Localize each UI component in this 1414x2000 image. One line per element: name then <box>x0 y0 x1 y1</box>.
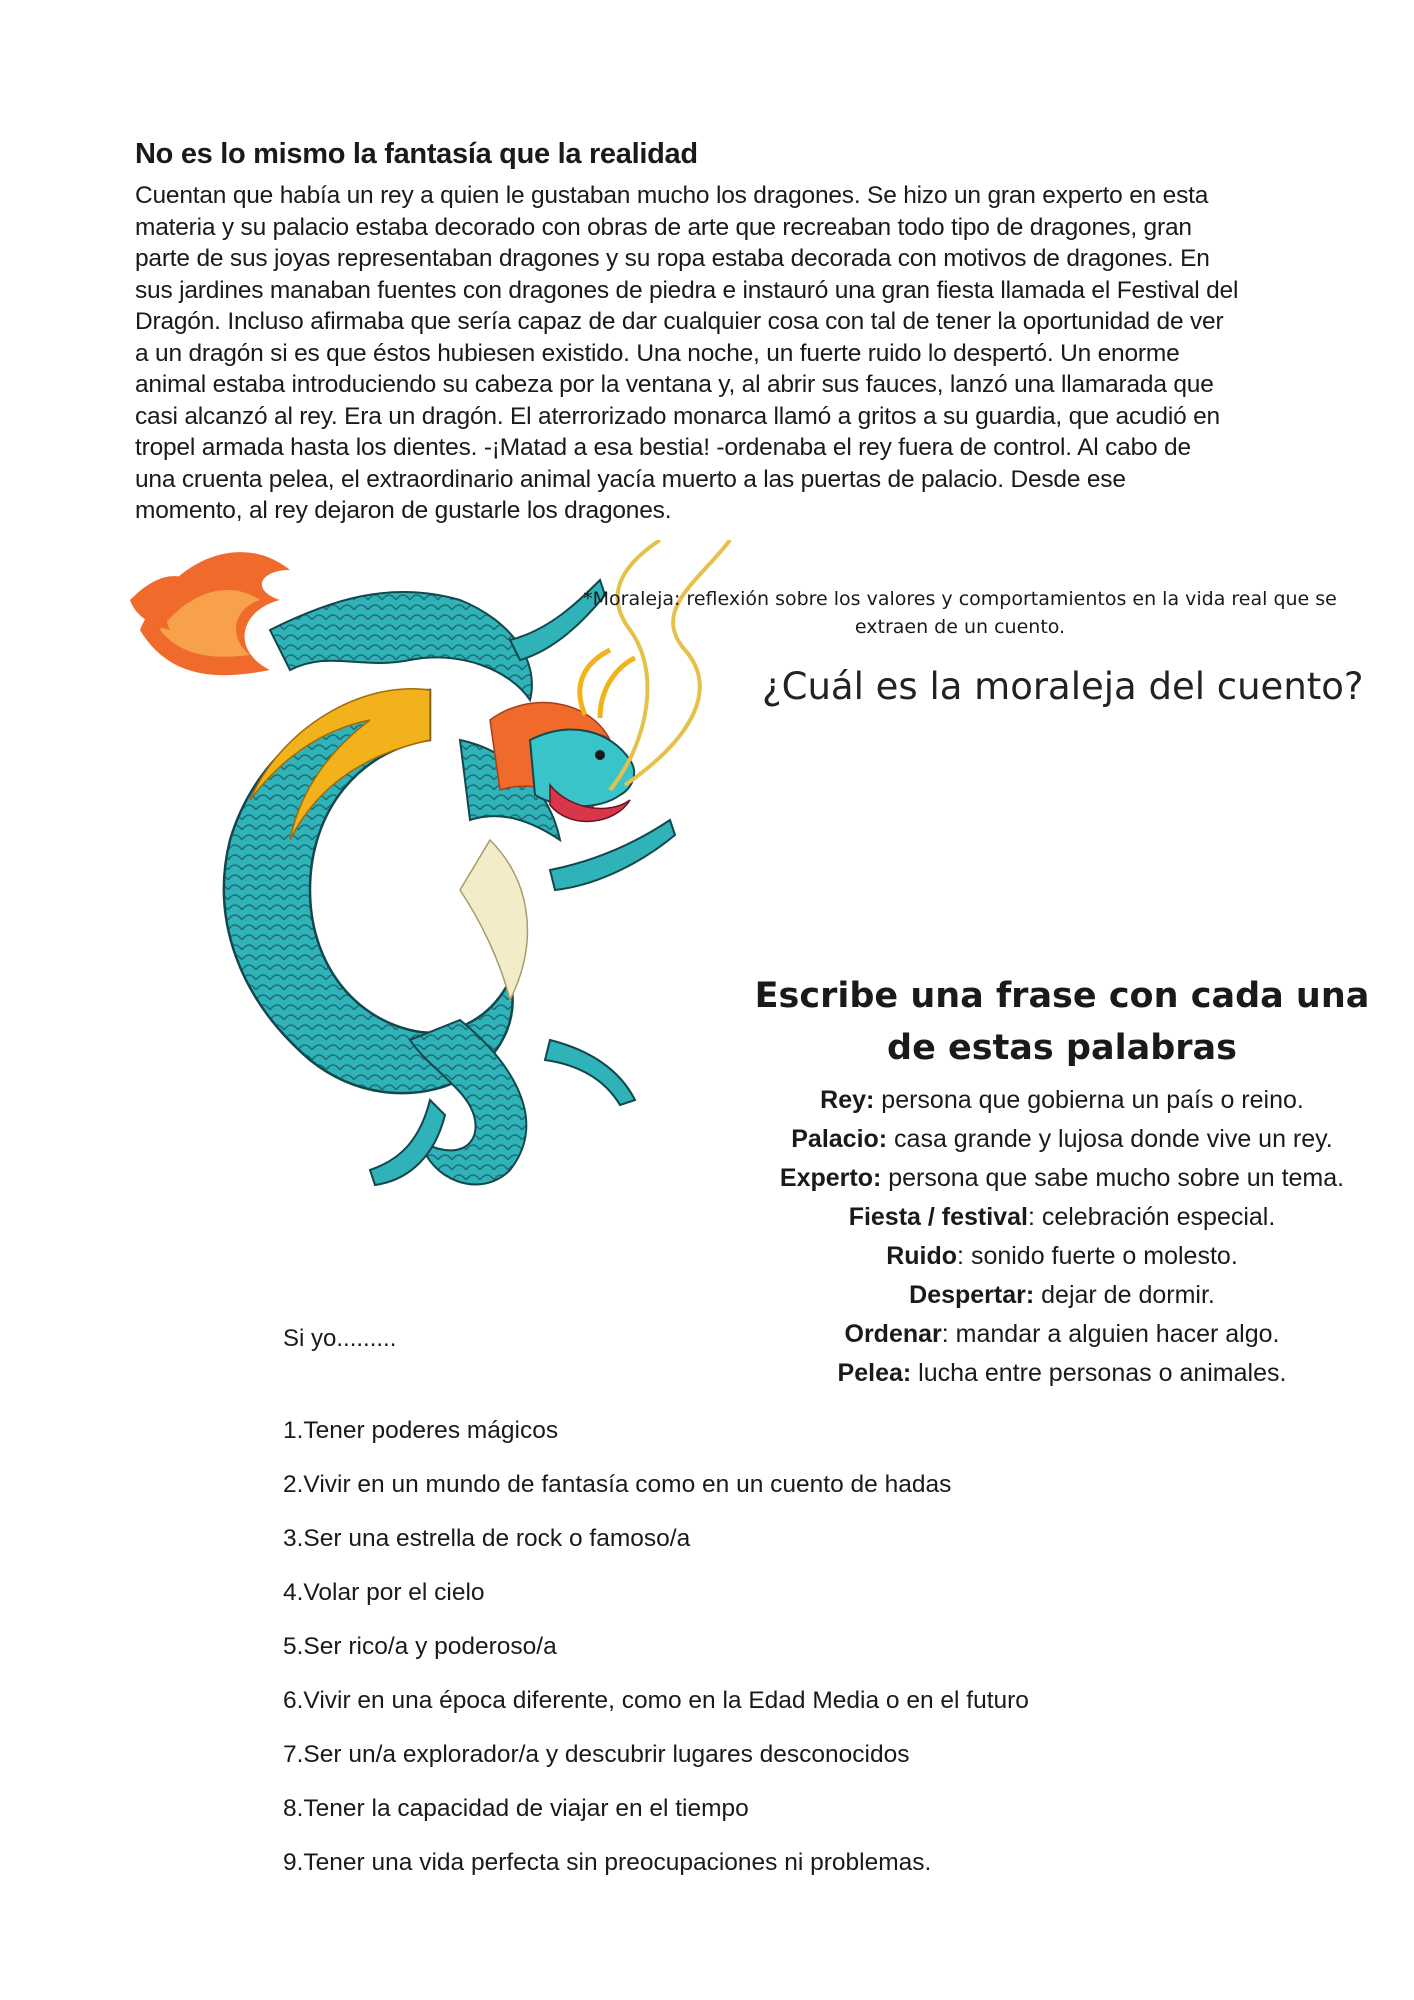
story-line: animal estaba introduciendo su cabeza por la ventana y, al abrir sus fauces, lanzó una llamarada que <box>135 371 1214 398</box>
vocabulary-term: Pelea: <box>837 1359 912 1387</box>
vocabulary-definition: casa grande y lujosa donde vive un rey. <box>887 1125 1333 1153</box>
story-line: parte de sus joyas representaban dragones y su ropa estaba decorada con motivos de dragones. En <box>135 245 1210 272</box>
story-line: tropel armada hasta los dientes. -¡Matad a esa bestia! -ordenaba el rey fuera de control. Al cabo de <box>135 434 1191 461</box>
vocabulary-term: Rey: <box>820 1086 875 1114</box>
vocabulary-item <box>752 1276 1372 1315</box>
flame-tail <box>130 552 290 675</box>
story-line: sus jardines manaban fuentes con dragones de piedra e instauró una gran fiesta llamada el Festival del <box>135 276 1239 304</box>
story-line: momento, al rey dejaron de gustarle los dragones. <box>135 497 672 524</box>
vocabulary-definition: lucha entre personas o animales. <box>911 1359 1287 1387</box>
vocabulary-item <box>752 1159 1372 1198</box>
vocabulary-term: Ruido <box>886 1242 958 1270</box>
story-line: una cruenta pelea, el extraordinario animal yacía muerto a las puertas de palacio. Desde ese <box>135 465 1126 493</box>
vocabulary-item <box>752 1315 1372 1354</box>
prompt-item: 1.Tener poderes mágicos <box>283 1417 559 1444</box>
moral-definition <box>560 585 1360 641</box>
prompt-list <box>283 1404 1029 1890</box>
prompt-item: 9.Tener una vida perfecta sin preocupaciones ni problemas. <box>283 1849 932 1876</box>
vocabulary-item <box>752 1081 1372 1120</box>
vocabulary-definition: persona que sabe mucho sobre un tema. <box>881 1164 1345 1192</box>
dragon-head <box>530 650 635 821</box>
dragon-lower-coil <box>410 1020 526 1184</box>
vocabulary-item <box>752 1120 1372 1159</box>
dragon-whiskers <box>610 540 730 790</box>
story-line: Cuentan que había un rey a quien le gustaban mucho los dragones. Se hizo un gran experto en esta <box>135 182 1209 209</box>
vocabulary-term: Palacio: <box>791 1125 888 1153</box>
story-line: Dragón. Incluso afirmaba que sería capaz de dar cualquier cosa con tal de tener la oportunidad de ver <box>135 308 1224 335</box>
vocabulary-definition: : sonido fuerte o molesto. <box>957 1242 1238 1270</box>
moral-question: ¿Cuál es la moraleja del cuento? <box>762 665 1364 708</box>
story-line: a un dragón si es que éstos hubiesen existido. Una noche, un fuerte ruido lo despertó. Un enorme <box>135 339 1180 367</box>
vocabulary-definition: dejar de dormir. <box>1034 1281 1215 1309</box>
vocabulary-term: Experto: <box>779 1164 882 1192</box>
prompt-item: 7.Ser un/a explorador/a y descubrir lugares desconocidos <box>283 1741 910 1768</box>
story-line: materia y su palacio estaba decorado con obras de arte que recreaban todo tipo de dragones, gran <box>135 213 1192 241</box>
vocabulary-term: Despertar: <box>909 1281 1035 1309</box>
vocabulary-item <box>752 1198 1372 1237</box>
vocabulary-item <box>752 1354 1372 1393</box>
si-yo-prompt: Si yo......... <box>283 1325 397 1352</box>
vocabulary-term: Fiesta / festival <box>848 1203 1028 1231</box>
vocabulary-item <box>752 1237 1372 1276</box>
moral-definition-line: *Moraleja: reflexión sobre los valores y comportamientos en la vida real que se <box>583 588 1337 610</box>
vocabulary-title: Escribe una frase con cada una de estas palabras <box>754 976 1370 1068</box>
prompt-item: 4.Volar por el cielo <box>283 1579 485 1606</box>
vocabulary-definition: persona que gobierna un país o reino. <box>874 1086 1304 1114</box>
moral-definition-line: extraen de un cuento. <box>854 616 1066 638</box>
vocabulary-definition: : celebración especial. <box>1027 1203 1276 1231</box>
story-text <box>135 180 1315 527</box>
dragon-belly <box>460 840 527 1000</box>
dragon-tail-body <box>270 592 532 700</box>
story-line: casi alcanzó al rey. Era un dragón. El aterrorizado monarca llamó a gritos a su guardia, que acudió en <box>135 402 1220 430</box>
prompt-item: 3.Ser una estrella de rock o famoso/a <box>283 1525 691 1552</box>
prompt-item: 2.Vivir en un mundo de fantasía como en un cuento de hadas <box>283 1471 952 1498</box>
vocabulary-definition: : mandar a alguien hacer algo. <box>941 1320 1280 1348</box>
vocabulary-list <box>752 1081 1372 1393</box>
vocabulary-term: Ordenar <box>844 1320 942 1348</box>
prompt-item: 8.Tener la capacidad de viajar en el tiempo <box>283 1795 749 1822</box>
prompt-item: 5.Ser rico/a y poderoso/a <box>283 1633 557 1660</box>
prompt-item: 6.Vivir en una época diferente, como en la Edad Media o en el futuro <box>283 1687 1029 1714</box>
story-title: No es lo mismo la fantasía que la realidad <box>135 138 698 170</box>
